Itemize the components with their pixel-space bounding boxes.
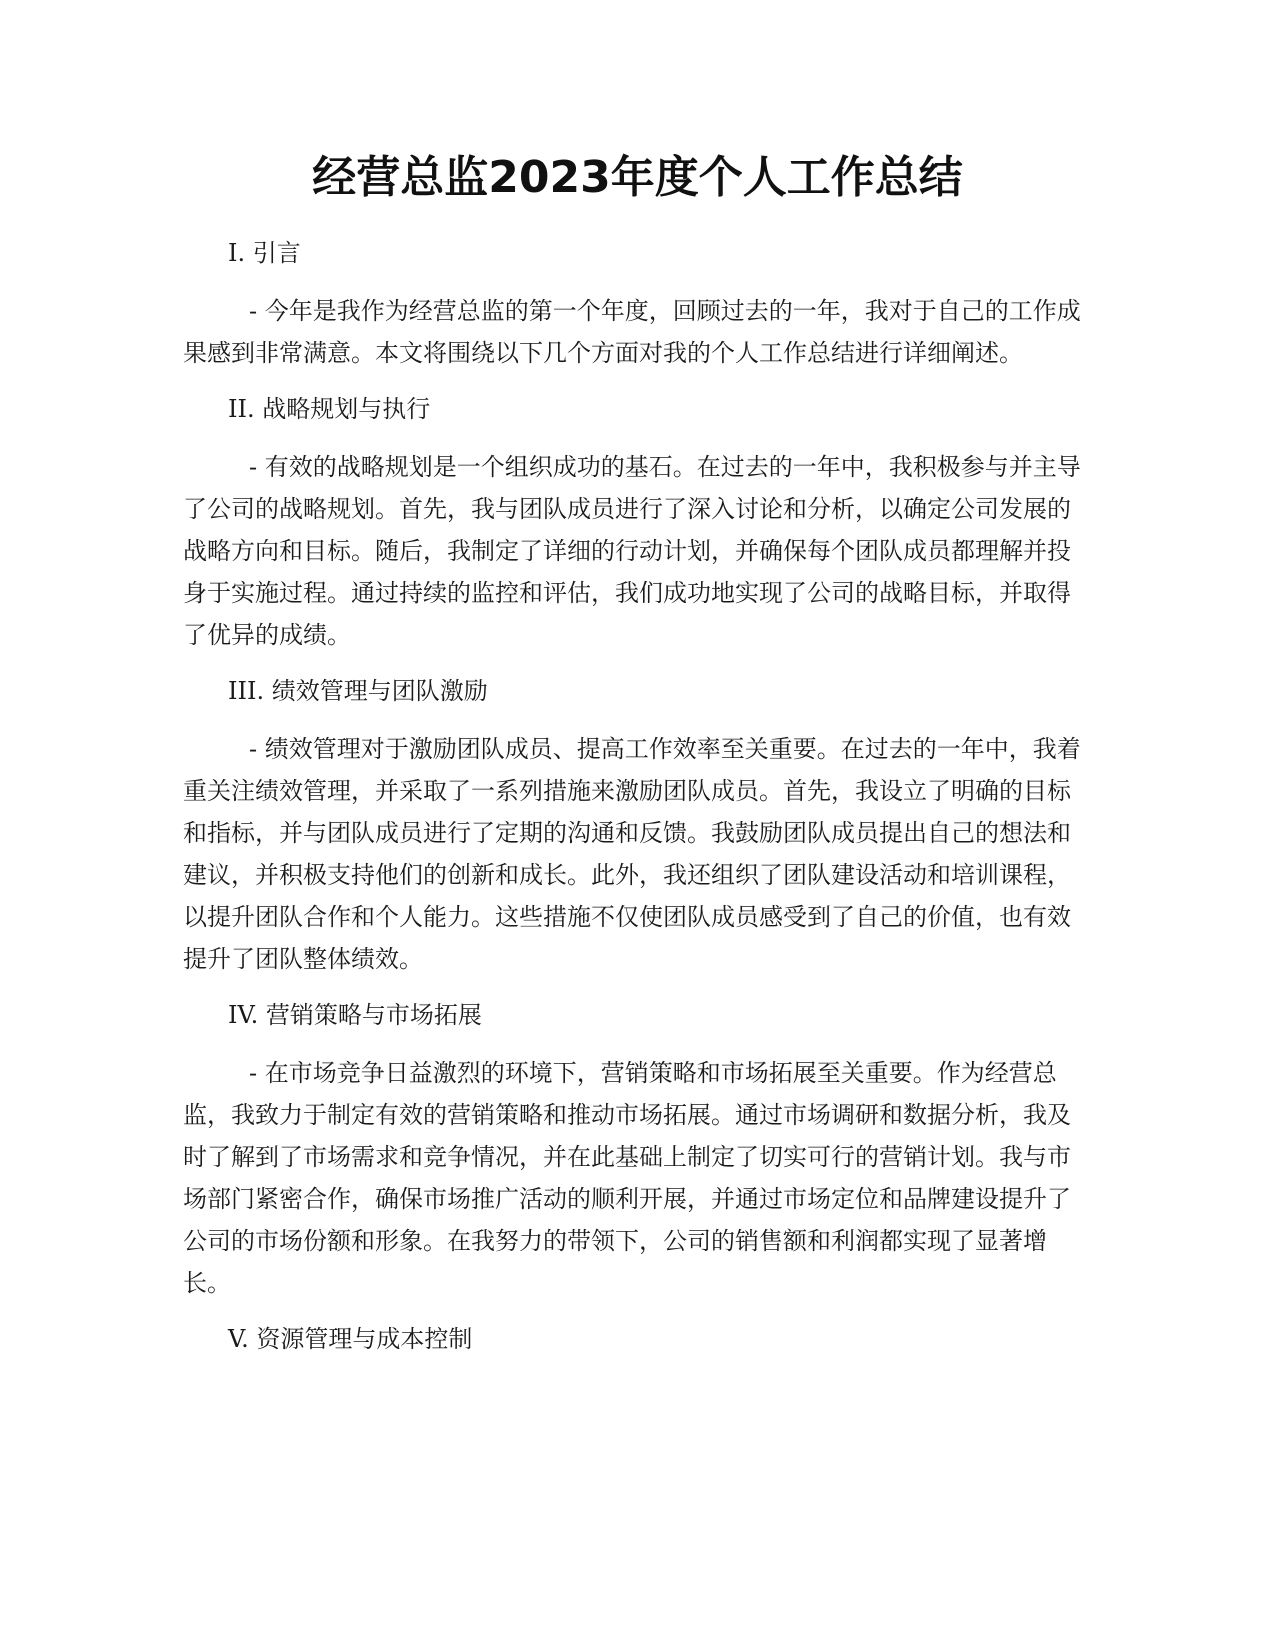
section-paragraph: - 绩效管理对于激励团队成员、提高工作效率至关重要。在过去的一年中，我着重关注绩效管理，并采取了一系列措施来激励团队成员。首先，我设立了明确的目标和指标，并与团队成员进行了定期的沟通和反馈。我鼓励团队成员提出自己的想法和建议，并积极支持他们的创新和成长。此外，我还组织了团队建设活动和培训课程，以提升团队合作和个人能力。这些措施不仅使团队成员感受到了自己的价值，也有效提升了团队整体绩效。 xyxy=(183,735,1081,973)
document-body xyxy=(183,236,1083,1376)
section-heading: III. 绩效管理与团队激励 xyxy=(228,677,488,705)
section-introduction xyxy=(183,236,1083,374)
section-strategy xyxy=(183,392,1083,656)
section-paragraph: - 在市场竞争日益激烈的环境下，营销策略和市场拓展至关重要。作为经营总监，我致力于制定有效的营销策略和推动市场拓展。通过市场调研和数据分析，我及时了解到了市场需求和竞争情况，并在此基础上制定了切实可行的营销计划。我与市场部门紧密合作，确保市场推广活动的顺利开展，并通过市场定位和品牌建设提升了公司的市场份额和形象。在我努力的带领下，公司的销售额和利润都实现了显著增长。 xyxy=(183,1059,1071,1297)
section-paragraph: - 今年是我作为经营总监的第一个年度，回顾过去的一年，我对于自己的工作成果感到非常满意。本文将围绕以下几个方面对我的个人工作总结进行详细阐述。 xyxy=(183,297,1081,367)
section-heading: II. 战略规划与执行 xyxy=(228,395,431,423)
section-heading: IV. 营销策略与市场拓展 xyxy=(228,1001,482,1029)
section-marketing xyxy=(183,998,1083,1304)
section-performance xyxy=(183,674,1083,980)
document-title: 经营总监2023年度个人工作总结 xyxy=(312,152,963,203)
section-heading: I. 引言 xyxy=(228,239,301,267)
section-resources xyxy=(183,1322,1083,1356)
section-paragraph: - 有效的战略规划是一个组织成功的基石。在过去的一年中，我积极参与并主导了公司的战略规划。首先，我与团队成员进行了深入讨论和分析，以确定公司发展的战略方向和目标。随后，我制定了详细的行动计划，并确保每个团队成员都理解并投身于实施过程。通过持续的监控和评估，我们成功地实现了公司的战略目标，并取得了优异的成绩。 xyxy=(183,453,1081,649)
section-heading: V. 资源管理与成本控制 xyxy=(228,1325,473,1353)
